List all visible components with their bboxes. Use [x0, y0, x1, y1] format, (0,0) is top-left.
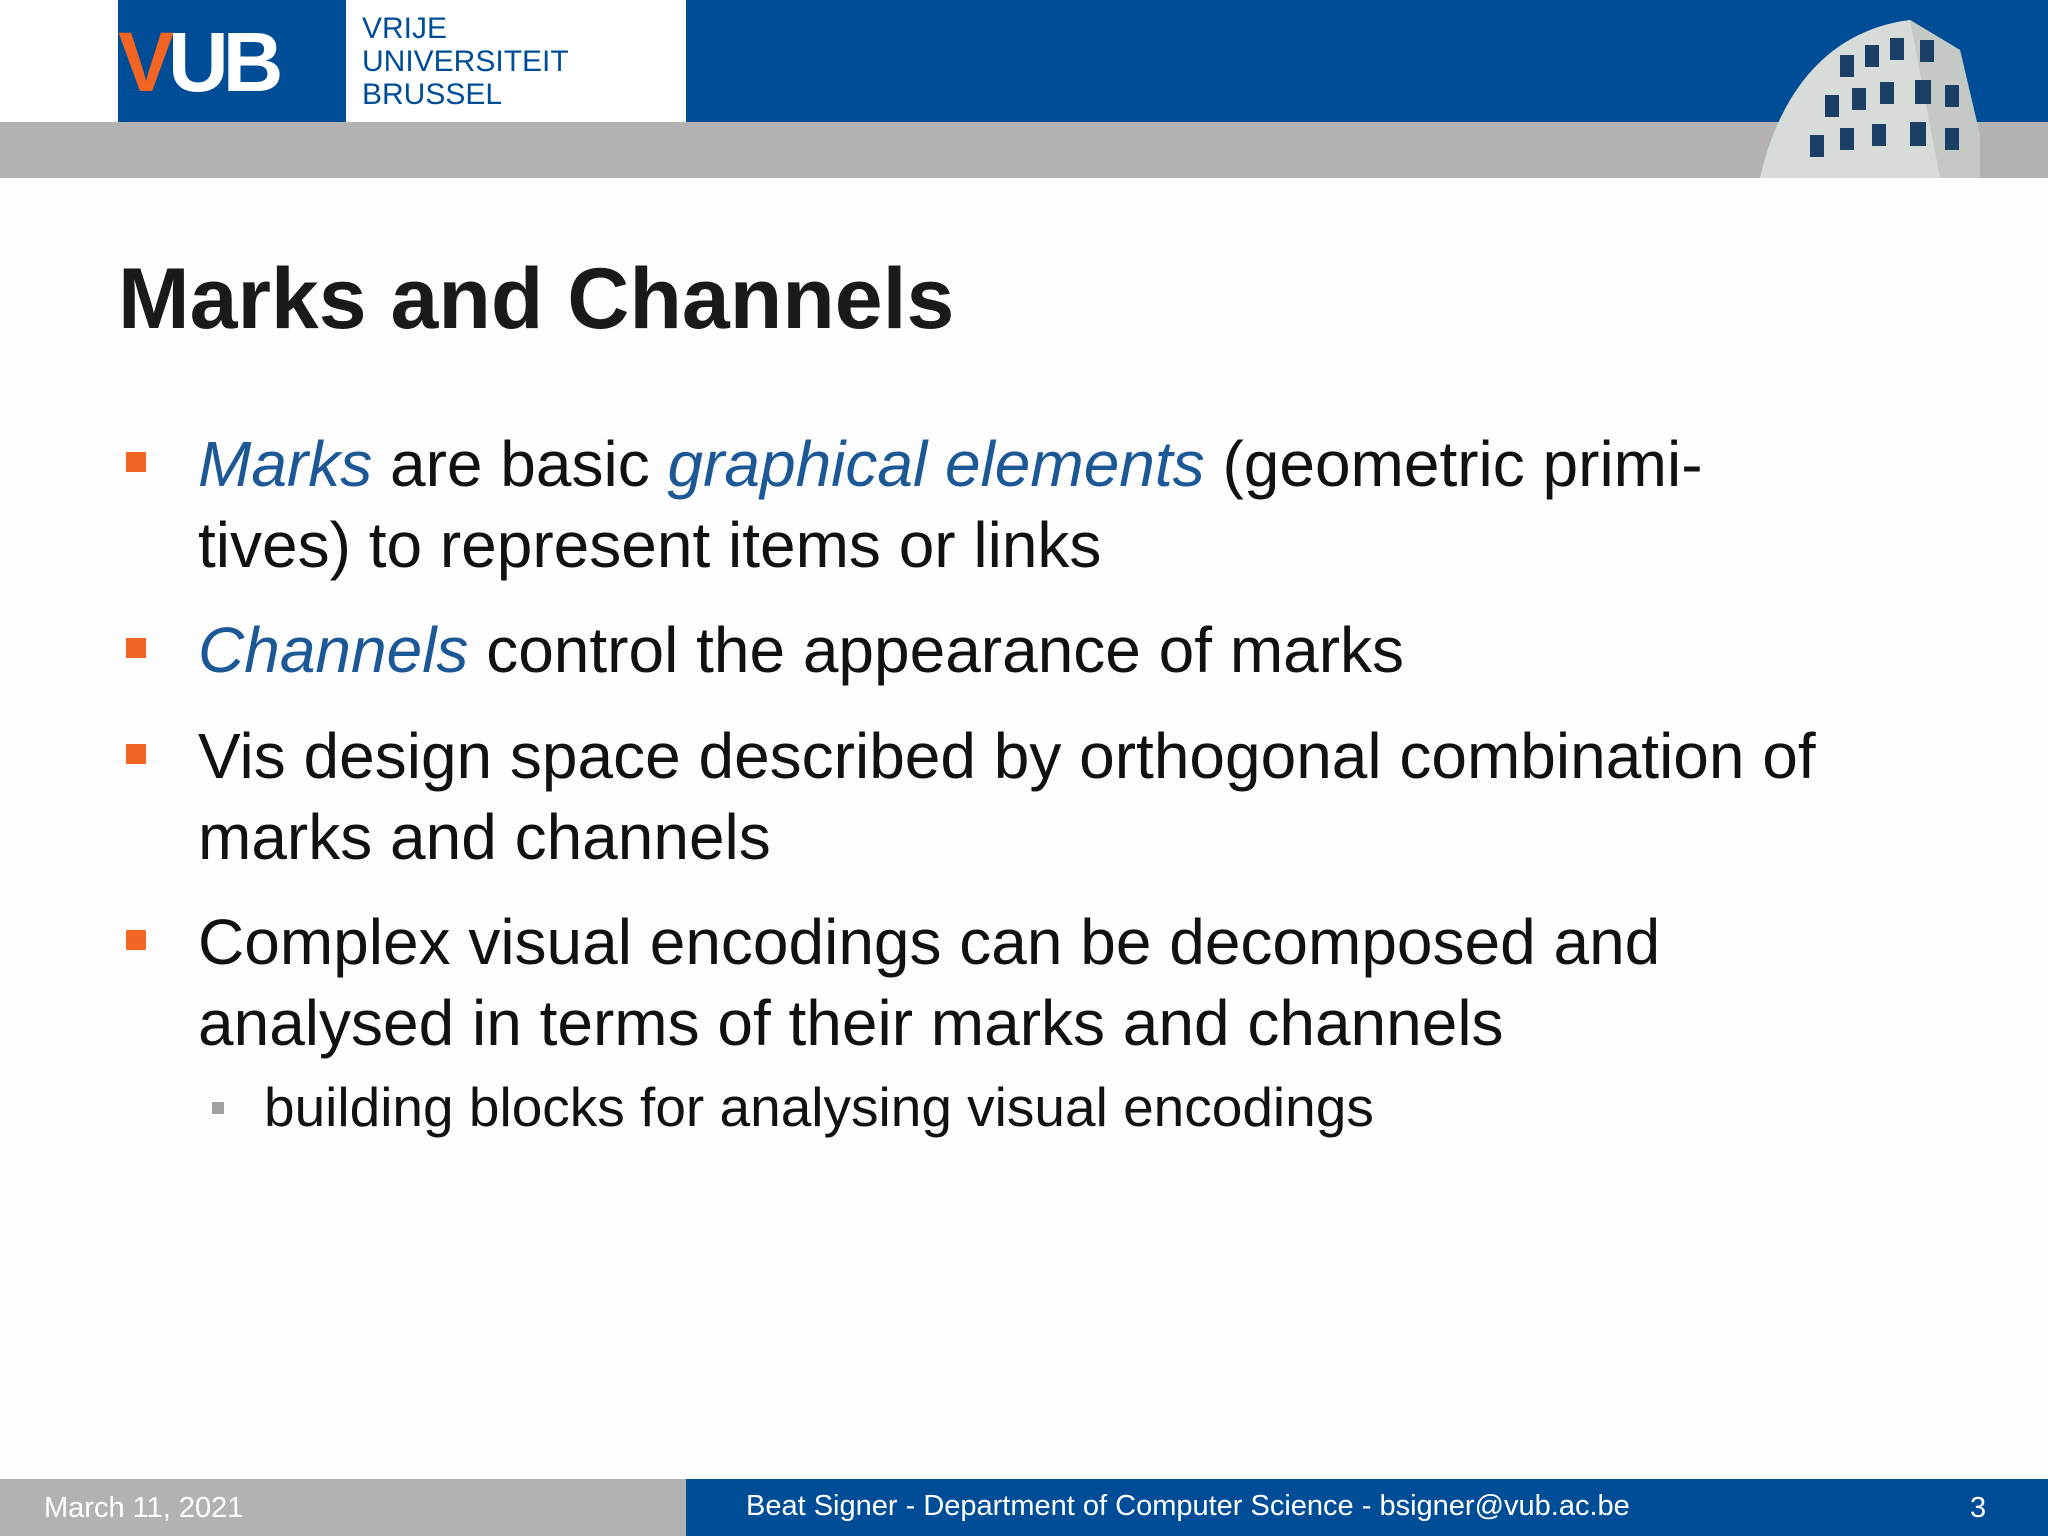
building-photo	[1740, 0, 1980, 178]
term-channels: Channels	[198, 614, 469, 686]
vub-logo	[106, 0, 569, 122]
bullet-fragment: are basic	[372, 428, 668, 500]
bullet-text-continued: analysed in terms of their marks and channels	[198, 987, 1504, 1059]
bullet-marker	[126, 930, 146, 950]
bullet-fragment: (geometric primi-	[1204, 428, 1703, 500]
bullet-marker	[126, 744, 146, 764]
university-name-line: BRUSSEL	[362, 78, 503, 111]
slide-title: Marks and Channels	[118, 251, 955, 347]
page-number: 3	[1970, 1492, 1987, 1524]
term-marks: Marks	[198, 428, 373, 500]
footer-author: Beat Signer - Department of Computer Science - bsigner@vub.ac.be	[746, 1490, 1630, 1522]
logo-mark	[118, 15, 346, 109]
sub-bullet-marker	[212, 1102, 224, 1114]
bullet-text	[198, 610, 1404, 690]
logo-mark-v: V	[118, 15, 169, 109]
sub-bullet-text: building blocks for analysing visual encodings	[264, 1076, 1374, 1138]
term-graphical-elements: graphical elements	[667, 428, 1205, 500]
bullet-text	[198, 424, 1703, 504]
bullet-marker	[126, 452, 146, 472]
bullet-fragment: control the appearance of marks	[468, 614, 1405, 686]
bullet-text: Complex visual encodings can be decomposed and	[198, 906, 1661, 978]
footer-date: March 11, 2021	[44, 1492, 244, 1524]
logo-mark-ub: UB	[168, 15, 278, 109]
bullet-text: Vis design space described by orthogonal combination of	[198, 720, 1816, 792]
university-name	[362, 12, 569, 111]
university-name-line: VRIJE	[362, 12, 448, 45]
bullet-text-continued: tives) to represent items or links	[198, 509, 1102, 581]
university-name-line: UNIVERSITEIT	[362, 45, 569, 78]
bullet-text-continued: marks and channels	[198, 801, 771, 873]
bullet-marker	[126, 638, 146, 658]
